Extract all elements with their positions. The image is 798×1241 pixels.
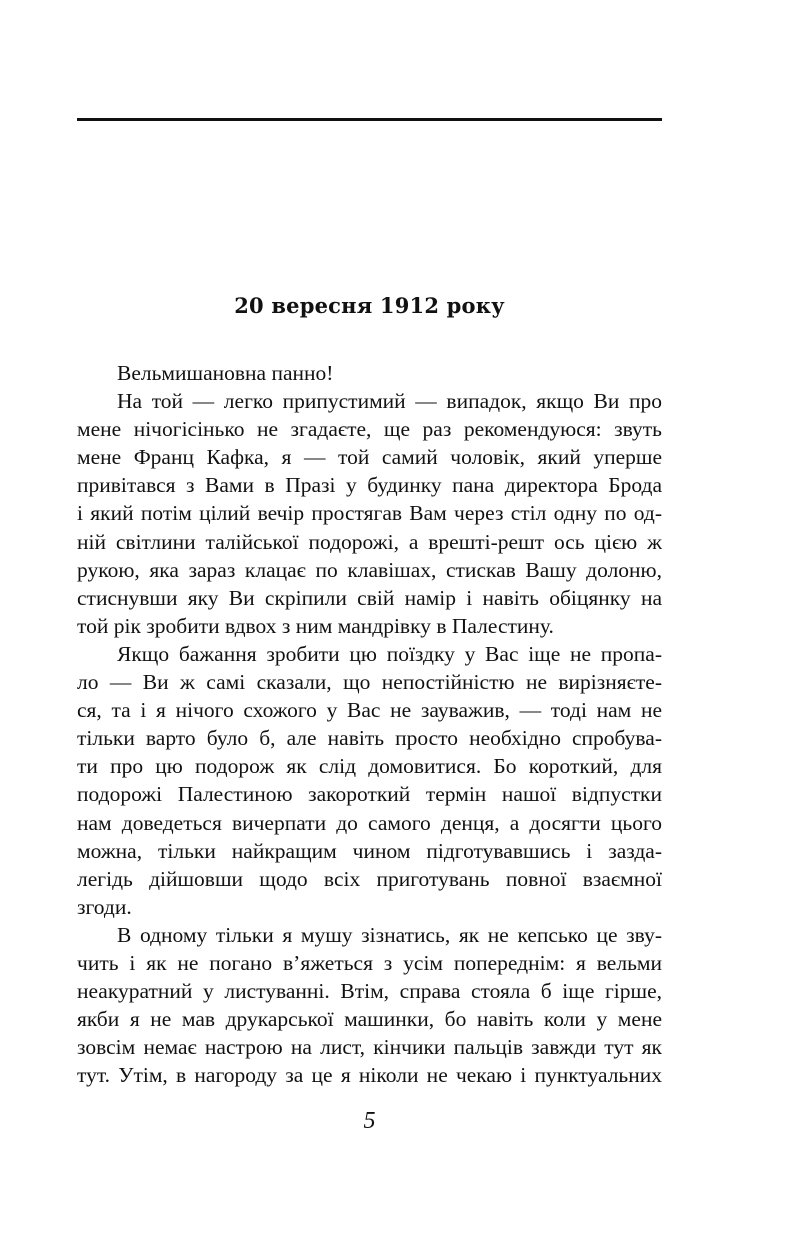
text-line: можна, тільки найкращим чином підготувавшись і зазда- bbox=[77, 838, 662, 863]
text-line: легідь дійшовши щодо всіх приготувань повної взаємної bbox=[77, 866, 662, 891]
text-line: чить і як не погано в’яжеться з усім попереднім: я вельми bbox=[77, 950, 662, 975]
text-line: ти про цю подорож як слід домовитися. Бо короткий, для bbox=[77, 754, 662, 779]
text-line: ся, та і я нічого схожого у Вас не зауважив, — тоді нам не bbox=[77, 698, 662, 723]
top-rule bbox=[77, 118, 662, 121]
text-line: і який потім цілий вечір простягав Вам через стіл одну по од- bbox=[77, 501, 662, 526]
text-line: якби я не мав друкарської машинки, бо навіть коли у мене bbox=[77, 1007, 662, 1032]
letter-date-heading: 20 вересня 1912 року bbox=[234, 293, 505, 318]
text-line: той рік зробити вдвох з ним мандрівку в Палестину. bbox=[77, 613, 554, 638]
text-line: стиснувши яку Ви скріпили свій намір і навіть обіцянку на bbox=[77, 585, 662, 610]
text-line: тільки варто було б, але навіть просто необхідно спробува- bbox=[77, 726, 662, 751]
text-line: згоди. bbox=[77, 894, 132, 919]
text-line: нам доведеться вичерпати до самого денця, а досягти цього bbox=[77, 810, 662, 835]
text-line: привітався з Вами в Празі у будинку пана директора Брода bbox=[77, 473, 662, 498]
text-line: В одному тільки я мушу зізнатись, як не кепсько це зву- bbox=[117, 922, 662, 947]
text-line: подорожі Палестиною закороткий термін нашої відпустки bbox=[77, 782, 662, 807]
page-number: 5 bbox=[363, 1108, 376, 1134]
letter-body bbox=[77, 359, 662, 1089]
salutation: Вельмишановна панно! bbox=[117, 361, 334, 385]
text-line: неакуратний у листуванні. Втім, справа стояла б іще гірше, bbox=[77, 979, 662, 1004]
text-line: ло — Ви ж самі сказали, що непостійністю не вирізняєте- bbox=[77, 670, 662, 695]
text-line: мене нічогісінько не згадаєте, ще раз рекомендуюся: звуть bbox=[77, 417, 662, 442]
text-line: рукою, яка зараз клацає по клавішах, стискав Вашу долоню, bbox=[77, 557, 662, 582]
text-line: тут. Утім, в нагороду за це я ніколи не чекаю і пунктуальних bbox=[77, 1063, 662, 1088]
text-line: зовсім немає настрою на лист, кінчики пальців завжди тут як bbox=[77, 1035, 662, 1060]
text-line: На той — легко припустимий — випадок, якщо Ви про bbox=[117, 389, 662, 414]
text-line: ній світлини талійської подорожі, а врешті-решт ось цією ж bbox=[77, 529, 662, 554]
text-line: Якщо бажання зробити цю поїздку у Вас іще не пропа- bbox=[117, 641, 662, 666]
text-line: мене Франц Кафка, я — той самий чоловік, який уперше bbox=[77, 445, 662, 470]
